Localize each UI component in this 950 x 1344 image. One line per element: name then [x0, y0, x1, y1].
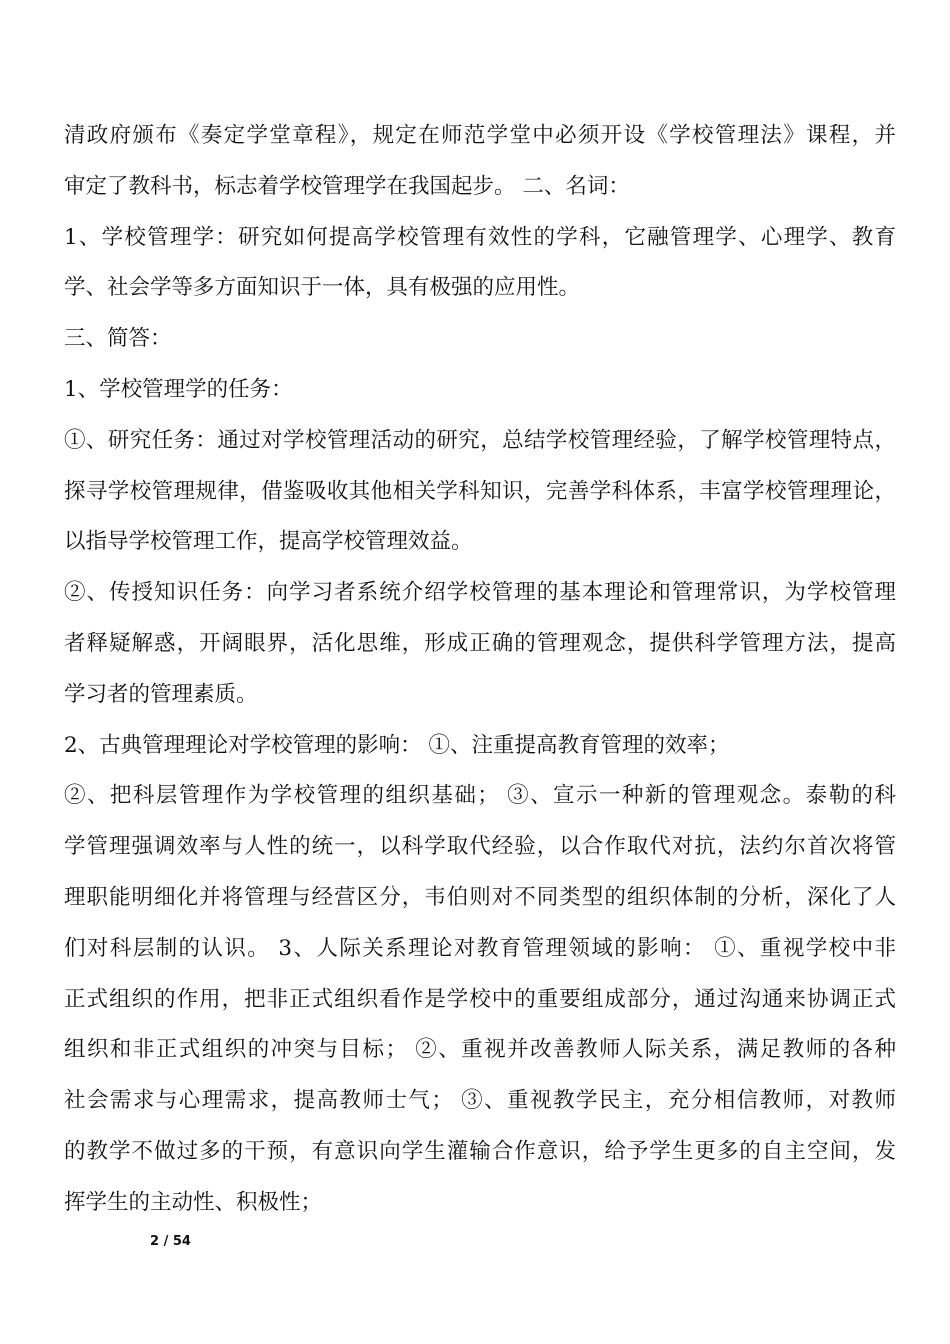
text-line: 正式组织的作用，把非正式组织看作是学校中的重要组成部分，通过沟通来协调正式: [64, 986, 896, 1012]
text-line: 学管理强调效率与人性的统一，以科学取代经验，以合作取代对抗，法约尔首次将管: [64, 834, 896, 860]
text-line: 审定了教科书，标志着学校管理学在我国起步。 二、名词：: [64, 173, 630, 199]
text-line: ②、把科层管理作为学校管理的组织基础； ③、宣示一种新的管理观念。泰勒的科: [64, 783, 896, 809]
text-line: 者释疑解惑，开阔眼界，活化思维，形成正确的管理观念，提供科学管理方法，提高: [64, 630, 896, 656]
text-line: 2、古典管理理论对学校管理的影响： ①、注重提高教育管理的效率；: [64, 732, 730, 758]
subsection-heading: 1、学校管理学的任务：: [64, 376, 293, 402]
text-line: 学习者的管理素质。: [64, 681, 258, 707]
text-line: 们对科层制的认识。 3、人际关系理论对教育管理领域的影响： ①、重视学校中非: [64, 935, 896, 961]
text-line: 探寻学校管理规律，借鉴吸收其他相关学科知识，完善学科体系，丰富学校管理理论，: [64, 478, 896, 504]
text-line: 清政府颁布《奏定学堂章程》，规定在师范学堂中必须开设《学校管理法》课程，并: [64, 123, 896, 148]
text-line: 以指导学校管理工作，提高学校管理效益。: [64, 529, 473, 555]
text-line: 组织和非正式组织的冲突与目标； ②、重视并改善教师人际关系，满足教师的各种: [64, 1037, 896, 1063]
text-line: 1、学校管理学：研究如何提高学校管理有效性的学科，它融管理学、心理学、教育: [64, 224, 896, 250]
text-line: 学、社会学等多方面知识于一体，具有极强的应用性。: [64, 275, 581, 301]
document-body: [64, 111, 896, 1229]
text-line: ②、传授知识任务：向学习者系统介绍学校管理的基本理论和管理常识，为学校管理: [64, 580, 896, 606]
text-line: ①、研究任务：通过对学校管理活动的研究，总结学校管理经验，了解学校管理特点，: [64, 427, 896, 453]
text-line: 社会需求与心理需求，提高教师士气； ③、重视教学民主，充分相信教师，对教师: [64, 1088, 896, 1114]
section-heading: 三、简答：: [64, 326, 172, 352]
text-line: 的教学不做过多的干预，有意识向学生灌输合作意识，给予学生更多的自主空间，发: [64, 1138, 896, 1164]
text-line: 挥学生的主动性、积极性；: [64, 1189, 323, 1215]
text-line: 理职能明细化并将管理与经营区分，韦伯则对不同类型的组织体制的分析，深化了人: [64, 884, 896, 910]
page-number: 2 / 54: [150, 1234, 191, 1249]
